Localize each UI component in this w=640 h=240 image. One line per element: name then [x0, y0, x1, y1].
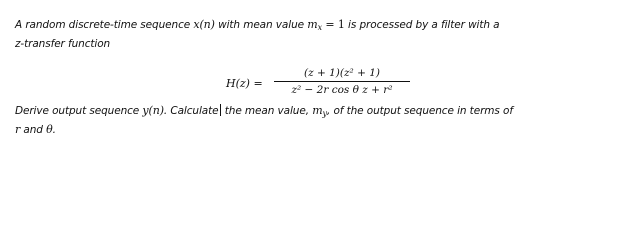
input-sequence-symbol: x(n)	[193, 18, 215, 31]
theta-symbol: θ	[46, 123, 53, 136]
text-span: A random discrete-time sequence	[15, 19, 194, 31]
input-mean-symbol	[307, 18, 322, 31]
input-mean-value: = 1	[322, 18, 345, 31]
text-span: x	[317, 23, 322, 32]
problem-intro	[15, 17, 500, 52]
text-cursor	[220, 104, 221, 116]
text-span: m	[307, 18, 318, 31]
text-span: the mean value,	[221, 105, 313, 117]
equation-denominator: z² − 2r cos θ z + r²	[291, 84, 393, 96]
equation-numerator: (z + 1)(z² + 1)	[304, 67, 380, 79]
problem-question	[15, 103, 513, 138]
text-span: , of the output sequence in terms of	[326, 105, 513, 117]
intro-line-2: z-transfer function	[15, 38, 111, 50]
equation-lhs: H(z) =	[226, 77, 263, 90]
text-span: m	[312, 104, 323, 117]
text-span: . Calculate	[163, 105, 219, 117]
r-symbol: r	[15, 123, 21, 136]
text-span: is processed by a filter with a	[344, 19, 500, 31]
text-span: and	[20, 124, 47, 136]
equation-fraction	[274, 66, 410, 97]
output-sequence-symbol: y(n)	[142, 104, 164, 117]
question-line-1	[15, 103, 513, 122]
text-span: .	[52, 124, 56, 136]
text-span: Derive output sequence	[15, 105, 143, 117]
question-line-2	[15, 122, 513, 138]
output-mean-symbol	[312, 104, 327, 117]
intro-line-1	[15, 17, 500, 36]
text-span: y	[322, 109, 327, 118]
text-span: with mean value	[214, 19, 308, 31]
